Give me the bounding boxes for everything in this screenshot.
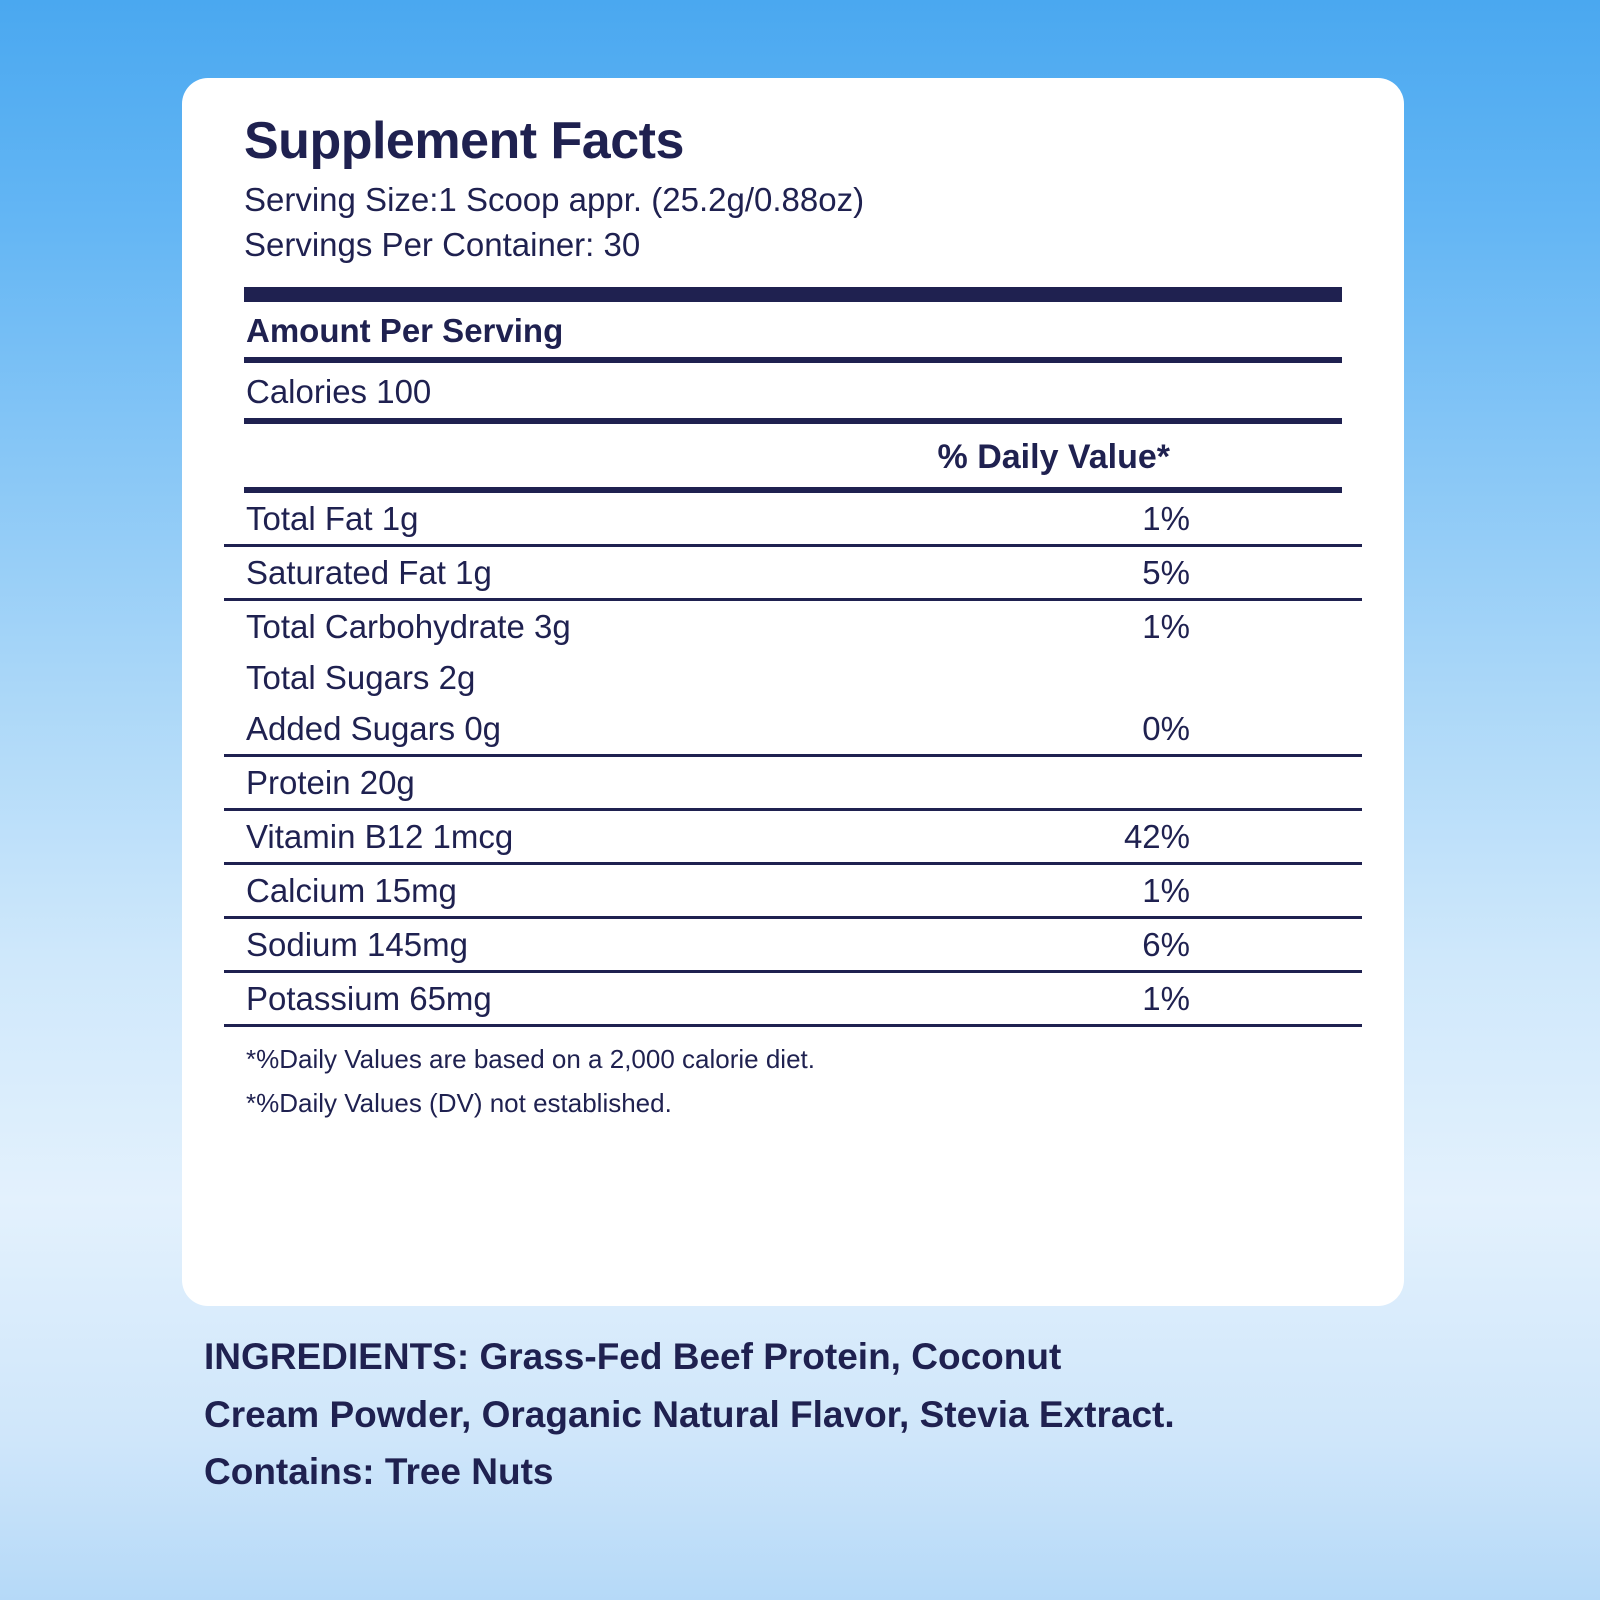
nutrient-name: Calcium 15mg <box>224 864 899 918</box>
nutrient-name: Sodium 145mg <box>224 918 899 972</box>
nutrient-name: Total Fat 1g <box>224 493 899 546</box>
nutrient-daily-value <box>899 652 1362 703</box>
table-row <box>224 703 1362 756</box>
table-row <box>224 546 1362 600</box>
thick-divider <box>244 287 1342 302</box>
nutrient-name: Vitamin B12 1mcg <box>224 810 899 864</box>
nutrient-daily-value: 0% <box>899 703 1362 756</box>
table-row <box>224 756 1362 810</box>
nutrient-name: Added Sugars 0g <box>224 703 899 756</box>
amount-per-serving-label: Amount Per Serving <box>246 311 564 349</box>
table-row <box>224 600 1362 653</box>
table-row <box>224 493 1362 546</box>
nutrient-name: Total Sugars 2g <box>246 659 476 697</box>
nutrient-daily-value: 1% <box>1142 608 1190 646</box>
daily-value-header-wrap <box>244 424 1342 487</box>
table-row <box>224 972 1362 1026</box>
calories-row: Calories 100 <box>246 373 432 411</box>
nutrient-daily-value: 6% <box>899 918 1362 972</box>
nutrient-daily-value: 5% <box>899 546 1362 600</box>
daily-value-header: % Daily Value* <box>937 438 1170 477</box>
footnotes <box>224 1027 1362 1122</box>
nutrient-name: Total Carbohydrate 3g <box>246 608 571 646</box>
footnote-dv-not-established: *%Daily Values (DV) not established. <box>246 1088 672 1119</box>
ingredients-contains-line: Contains: Tree Nuts <box>204 1451 554 1493</box>
nutrient-table <box>224 493 1362 1027</box>
serving-size-text: Serving Size:1 Scoop appr. (25.2g/0.88oz) <box>244 180 865 218</box>
table-row <box>224 864 1362 918</box>
nutrient-daily-value: 1% <box>899 493 1362 546</box>
table-row <box>224 652 1362 703</box>
ingredients-line-1: INGREDIENTS: Grass-Fed Beef Protein, Coconut <box>204 1336 1062 1377</box>
ingredients-block <box>204 1330 1424 1503</box>
supplement-facts-card <box>182 78 1404 1306</box>
nutrient-daily-value: 1% <box>899 972 1362 1026</box>
table-row <box>224 918 1362 972</box>
nutrient-name: Protein 20g <box>224 756 899 810</box>
nutrient-daily-value: 1% <box>899 864 1362 918</box>
page-title: Supplement Facts <box>244 112 684 170</box>
nutrient-daily-value: 42% <box>899 810 1362 864</box>
nutrient-name: Potassium 65mg <box>224 972 899 1026</box>
nutrient-name: Saturated Fat 1g <box>224 546 899 600</box>
servings-per-container-text: Servings Per Container: 30 <box>244 226 641 264</box>
table-row <box>224 810 1362 864</box>
footnote-daily-values: *%Daily Values are based on a 2,000 calorie diet. <box>246 1044 815 1075</box>
nutrient-daily-value <box>899 756 1362 810</box>
ingredients-line-2: Cream Powder, Oraganic Natural Flavor, Stevia Extract. <box>204 1393 1175 1435</box>
